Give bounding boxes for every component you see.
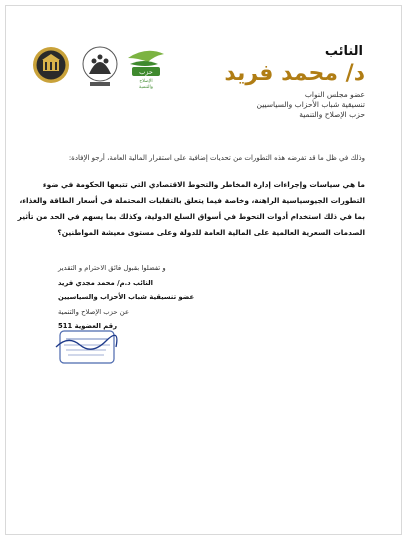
role-line-3: حزب الإصلاح والتنمية xyxy=(299,110,365,119)
mp-name: د/ محمد فريد xyxy=(224,61,365,86)
role-line-1: عضو مجلس النواب xyxy=(304,90,365,99)
question-line-2: التطورات الجيوسياسية الراهنة، وخاصة فيما يتعلق بالتقلبات المحتملة في أسعار الطاقة والغذاء، xyxy=(19,196,365,205)
parliament-logo xyxy=(32,44,70,90)
role-line-2: تنسيقية شباب الأحزاب والسياسيين xyxy=(256,100,365,109)
official-stamp xyxy=(54,327,118,367)
logo-party-word: حزب xyxy=(139,68,153,76)
intro-paragraph: وذلك في ظل ما قد تفرضه هذه التطورات من تحديات إضافية على استقرار المالية العامة، أرجو الإفادة: xyxy=(68,154,365,162)
closing-greeting: و تفضلوا بقبول فائق الاحترام و التقدير xyxy=(58,264,166,272)
membership-number: رقم العضوية 511 xyxy=(58,322,117,330)
logo-party-name-1: الإصلاح xyxy=(139,79,153,84)
closing-party: عن حزب الإصلاح والتنمية xyxy=(58,308,130,316)
question-line-1: ما هي سياسات وإجراءات إدارة المخاطر والتحوط الاقتصادي التي تتبعها الحكومة في ضوء xyxy=(42,180,365,189)
document-page xyxy=(5,5,402,535)
header-title: النائب xyxy=(324,44,363,59)
youth-coordination-logo xyxy=(81,44,119,90)
closing-signer: النائب د.م/ محمد مجدي فريد xyxy=(58,279,153,287)
closing-role: عضو تنسيقية شباب الأحزاب والسياسيين xyxy=(58,293,195,301)
question-line-3: بما في ذلك استخدام أدوات التحوط في أسواق السلع الدولية، وكذلك بما يسهم في الحد من تأثير xyxy=(17,212,365,221)
reform-development-party-logo xyxy=(124,44,168,90)
logo-party-name-2: والتنمية xyxy=(139,85,153,90)
question-line-4: الصدمات السعرية العالمية على المالية العامة للدولة وعلى مستوى معيشة المواطنين؟ xyxy=(57,228,365,237)
